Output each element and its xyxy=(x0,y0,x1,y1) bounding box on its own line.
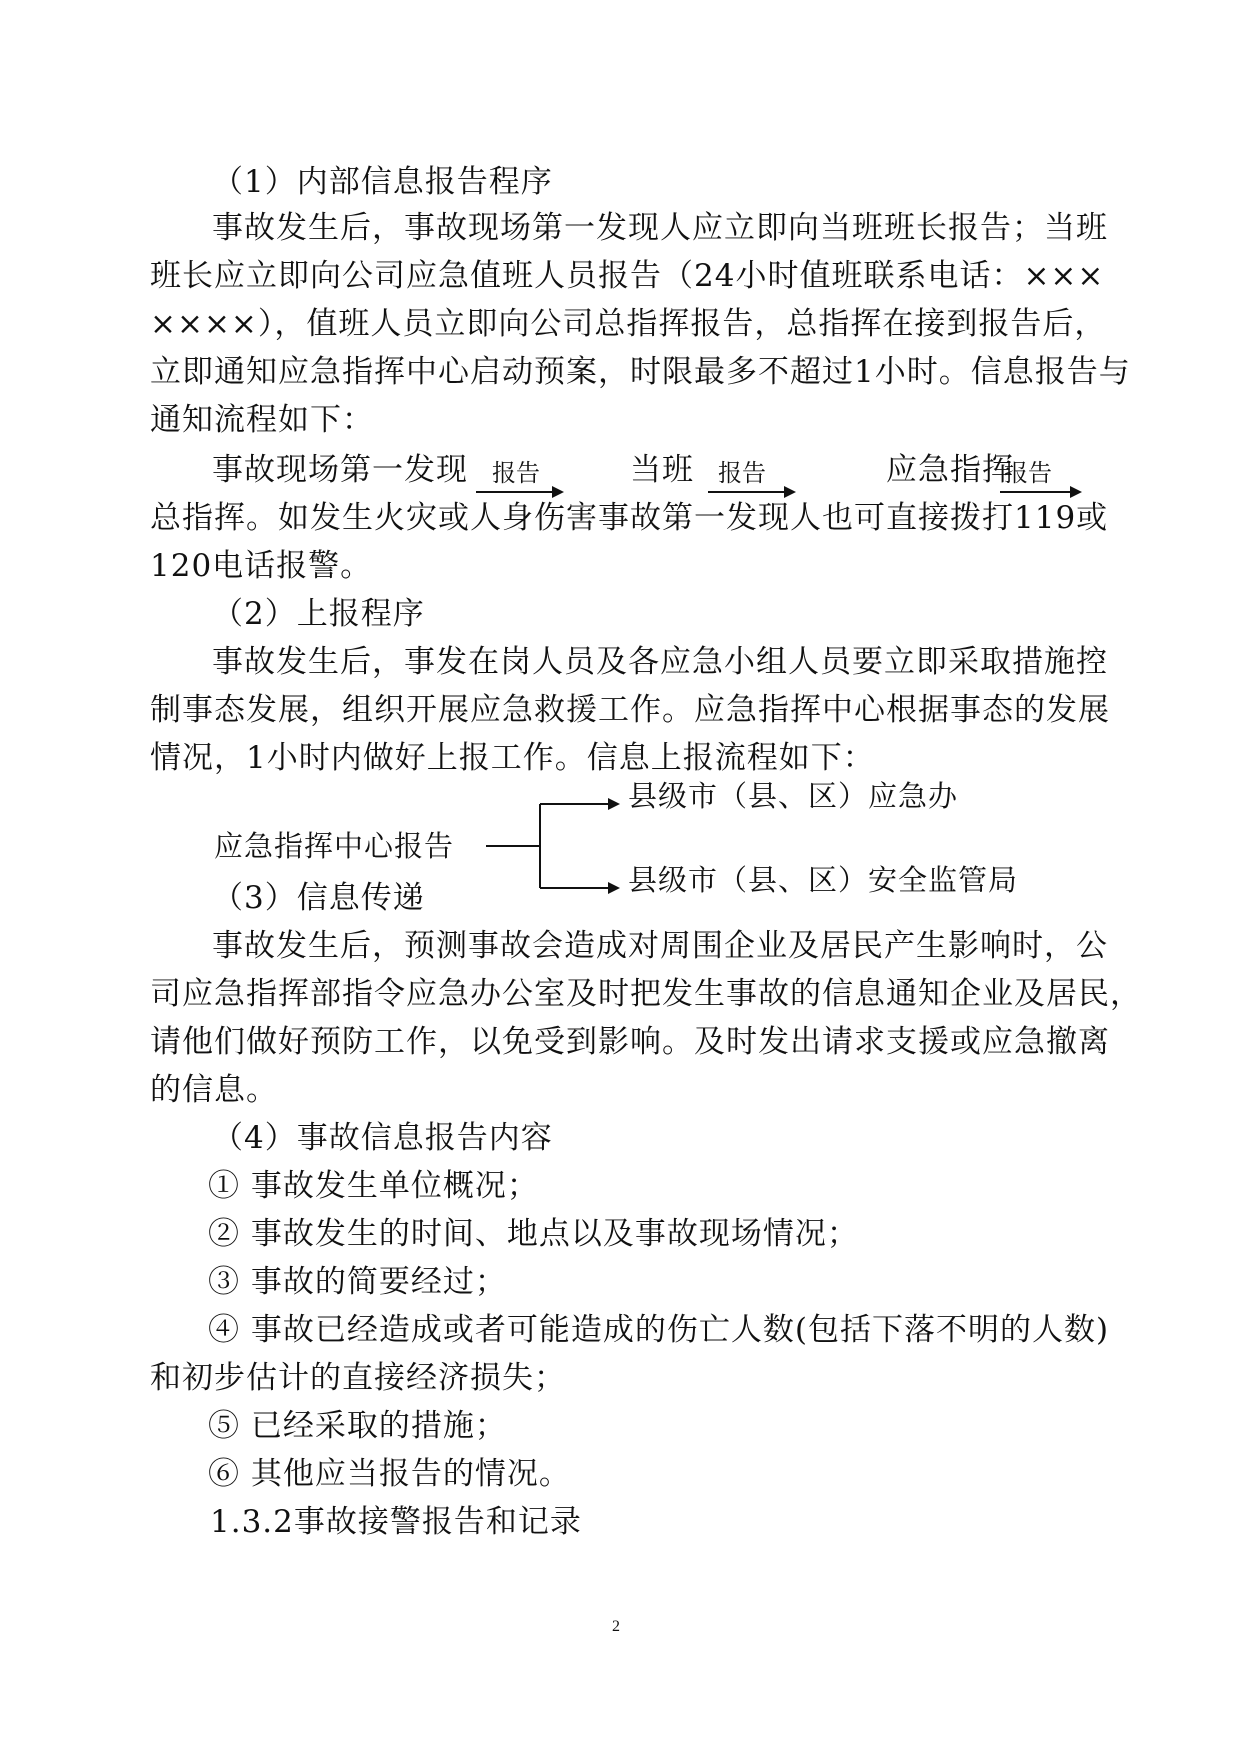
paragraph-line: 制事态发展，组织开展应急救援工作。应急指挥中心根据事态的发展 xyxy=(150,692,1110,728)
paragraph-line: ××××），值班人员立即向公司总指挥报告，总指挥在接到报告后， xyxy=(150,306,1107,342)
list-item: ⑥ 其他应当报告的情况。 xyxy=(208,1456,571,1492)
flow-node-shift-leader: 当班 xyxy=(630,452,694,488)
flow-node-emergency-command: 应急指挥 xyxy=(886,452,1014,488)
flow-arrow-label: 报告 xyxy=(718,459,766,487)
flow-node-first-finder: 事故现场第一发现 xyxy=(212,452,468,488)
list-item: ⑤ 已经采取的措施； xyxy=(208,1408,507,1444)
list-item: ④ 事故已经造成或者可能造成的伤亡人数(包括下落不明的人数) xyxy=(208,1312,1110,1348)
paragraph-line: 事故发生后，事发在岗人员及各应急小组人员要立即采取措施控 xyxy=(212,644,1108,680)
flow2-target-emergency-office: 县级市（县、区）应急办 xyxy=(628,779,959,813)
section-heading-2: （2）上报程序 xyxy=(212,596,425,632)
flow2-branch-arrows xyxy=(486,796,622,898)
section-heading-4: （4）事故信息报告内容 xyxy=(212,1120,553,1156)
paragraph-line: 请他们做好预防工作，以免受到影响。及时发出请求支援或应急撤离 xyxy=(150,1024,1110,1060)
flow-arrow-label: 报告 xyxy=(492,459,540,487)
paragraph-line: 总指挥。如发生火灾或人身伤害事故第一发现人也可直接拨打119或 xyxy=(150,500,1109,536)
section-heading-1: （1）内部信息报告程序 xyxy=(212,164,553,200)
paragraph-line: 事故发生后，事故现场第一发现人应立即向当班班长报告；当班 xyxy=(212,210,1108,246)
paragraph-line: 的信息。 xyxy=(150,1072,278,1108)
flow-arrow-label: 报告 xyxy=(1004,459,1052,487)
paragraph-line: 通知流程如下： xyxy=(150,402,374,438)
paragraph-line: 立即通知应急指挥中心启动预案，时限最多不超过1小时。信息报告与 xyxy=(150,354,1131,390)
paragraph-line: 事故发生后，预测事故会造成对周围企业及居民产生影响时，公 xyxy=(212,928,1108,964)
list-item-continuation: 和初步估计的直接经济损失； xyxy=(150,1360,566,1396)
page-number: 2 xyxy=(612,1618,620,1635)
section-heading-5: 1.3.2事故接警报告和记录 xyxy=(210,1504,582,1540)
flow2-target-safety-bureau: 县级市（县、区）安全监管局 xyxy=(628,863,1019,897)
paragraph-line: 120电话报警。 xyxy=(150,548,373,584)
paragraph-line: 情况，1小时内做好上报工作。信息上报流程如下： xyxy=(150,740,875,776)
flow2-source: 应急指挥中心报告 xyxy=(214,829,455,863)
list-item: ② 事故发生的时间、地点以及事故现场情况； xyxy=(208,1216,859,1252)
paragraph-line: 班长应立即向公司应急值班人员报告（24小时值班联系电话：××× xyxy=(150,258,1105,294)
section-heading-3: （3）信息传递 xyxy=(212,880,425,916)
list-item: ① 事故发生单位概况； xyxy=(208,1168,539,1204)
paragraph-line: 司应急指挥部指令应急办公室及时把发生事故的信息通知企业及居民， xyxy=(150,976,1142,1012)
list-item: ③ 事故的简要经过； xyxy=(208,1264,507,1300)
